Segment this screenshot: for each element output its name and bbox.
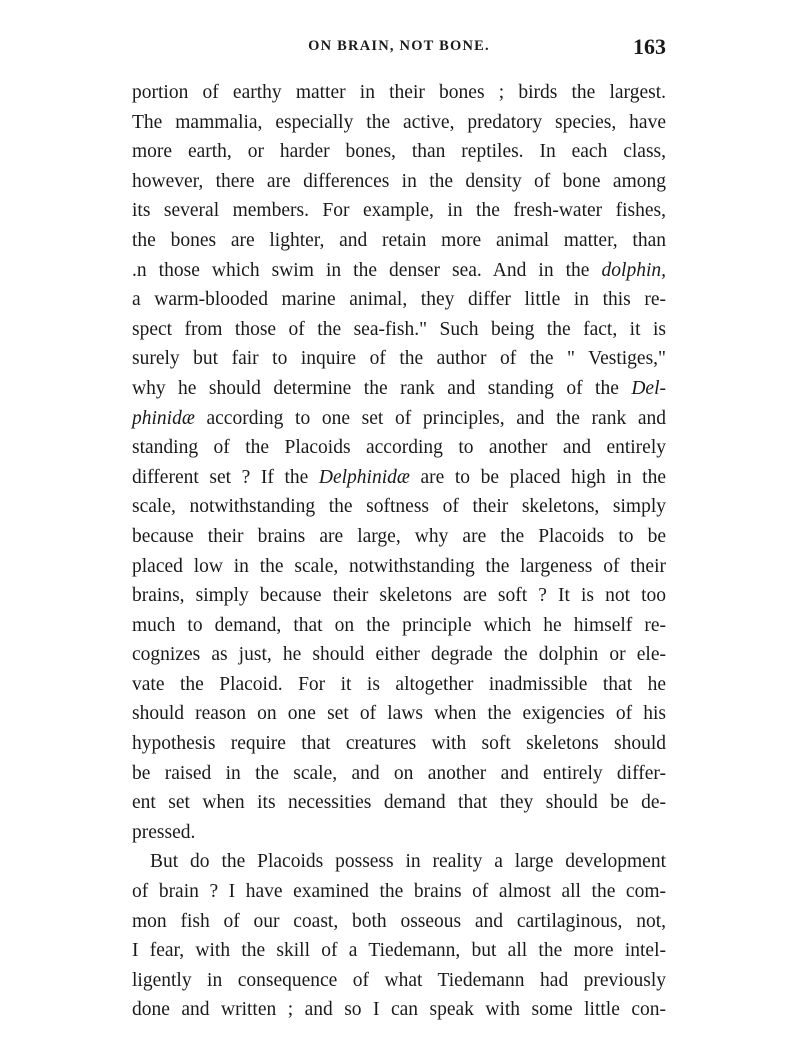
text-line: different set ? If the Delphinidæ are to be placed high in the (132, 466, 666, 488)
text-line: phinidæ according to one set of principles, and the rank and (132, 407, 666, 429)
text-line: surely but fair to inquire of the author of the " Vestiges," (132, 348, 666, 370)
running-head: ON BRAIN, NOT BONE. (308, 38, 490, 54)
paragraph-first-line: But do the Placoids possess in reality a large development (150, 851, 666, 873)
text-line: brains, simply because their skeletons are soft ? It is not too (132, 585, 666, 607)
text-line: why he should determine the rank and standing of the Del- (132, 377, 666, 399)
text-line: spect from those of the sea-fish." Such being the fact, it is (132, 318, 666, 340)
text-line: portion of earthy matter in their bones ; birds the largest. (132, 82, 666, 103)
text-line: however, there are differences in the density of bone among (132, 170, 666, 192)
text-line: placed low in the scale, notwithstanding the largeness of their (132, 555, 666, 577)
text-line: .n those which swim in the denser sea. And in the dolphin, (132, 259, 666, 281)
text-line: because their brains are large, why are the Placoids to be (132, 525, 666, 547)
text-line: be raised in the scale, and on another and entirely differ- (132, 762, 666, 784)
text-line: The mammalia, especially the active, predatory species, have (132, 111, 666, 133)
text-line: ent set when its necessities demand that they should be de- (132, 792, 666, 814)
text-line: more earth, or harder bones, than reptiles. In each class, (132, 141, 666, 163)
text-line: standing of the Placoids according to another and entirely (132, 437, 666, 459)
body-text (132, 78, 666, 1025)
text-line: its several members. For example, in the fresh-water fishes, (132, 200, 666, 222)
page-number: 163 (633, 34, 666, 59)
text-line: done and written ; and so I can speak with some little con- (132, 999, 666, 1021)
text-line: much to demand, that on the principle which he himself re- (132, 614, 666, 636)
paragraph-last-line: pressed. (132, 821, 196, 843)
text-line: mon fish of our coast, both osseous and cartilaginous, not, (132, 910, 666, 932)
text-line: the bones are lighter, and retain more animal matter, than (132, 229, 666, 251)
text-line: cognizes as just, he should either degrade the dolphin or ele- (132, 644, 666, 666)
text-line: hypothesis require that creatures with soft skeletons should (132, 733, 666, 755)
text-line: ligently in consequence of what Tiedemann had previously (132, 969, 666, 991)
text-line: I fear, with the skill of a Tiedemann, but all the more intel- (132, 940, 666, 962)
text-line: should reason on one set of laws when the exigencies of his (132, 703, 666, 725)
page-header (132, 36, 666, 58)
text-line: scale, notwithstanding the softness of their skeletons, simply (132, 496, 666, 518)
text-line: a warm-blooded marine animal, they differ little in this re- (132, 289, 666, 311)
text-line: vate the Placoid. For it is altogether inadmissible that he (132, 673, 666, 695)
text-line: of brain ? I have examined the brains of almost all the com- (132, 881, 666, 903)
